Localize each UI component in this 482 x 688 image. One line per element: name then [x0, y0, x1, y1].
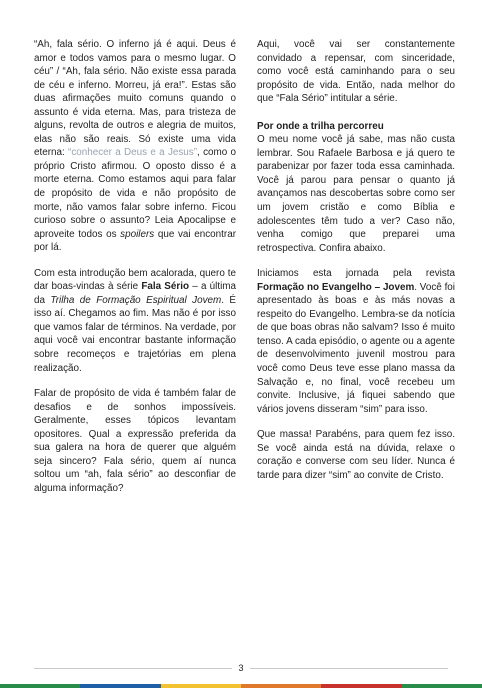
paragraph	[34, 387, 236, 495]
stripe-segment	[0, 684, 80, 688]
section-heading: Por onde a trilha percorreu	[257, 120, 384, 132]
text-run: Que massa! Parabéns, para quem fez isso. Se você ainda está na dúvida, relaxe o coração e converse com seu líder. Nunca é tarde para dizer “sim” ao convite de Cristo.	[257, 429, 455, 481]
stripe-segment	[321, 684, 401, 688]
quote-link: “conhecer a Deus e a Jesus”	[68, 147, 198, 159]
italic-text: Trilha de Formação Espiritual Jovem	[50, 294, 222, 306]
paragraph	[257, 267, 455, 416]
text-run: , como o próprio Cristo afirmou. O oposto disso é a morte eterna. Como estamos aqui para falar de propósito de vida e não propósito de morte, não vamos falar sobre inferno. Ficou curioso sobre o assunto? Leia Apocalipse e aproveite todos os	[34, 147, 236, 240]
text-run: Iniciamos esta jornada pela revista	[257, 268, 455, 280]
text-run: . Você foi apresentado às boas e às más novas a respeito do Evangelho. Lembra-se da notícia de que boas obras não salvam? Isso é muito tenso. A cada episódio, o agente ou a agente de desenvolvimento juvenil mostrou para você como Deus teve esse plano massa da Salvação e, no final, você recebeu um convite. Inclusive, já fiquei sabendo que vários jovens disseram “sim” para isso.	[257, 281, 455, 415]
paragraph	[257, 428, 455, 482]
stripe-segment	[161, 684, 241, 688]
page-number	[0, 662, 482, 674]
paragraph	[257, 133, 455, 255]
stripe-segment	[402, 684, 482, 688]
text-run: “Ah, fala sério. O inferno já é aqui. Deus é amor e todos vamos para o mesmo lugar. O céu” / “Ah, fala sério. Não existe essa parada de céu e inferno. Morreu, já era!”. Estas são duas afirmações muito comuns quando o assunto é vida eterna. Mas, para tristeza de alguns, revolta de outros e alegria de muitos, elas não são reais. Só existe uma vida eterna:	[34, 39, 236, 159]
text-run: . É isso aí. Chegamos ao fim. Mas não é por isso que vamos falar de términos. Na verdade, por aqui você vai encontrar bastante informação sobre recomeços e trajetórias em plena realização.	[34, 294, 236, 374]
right-column	[257, 38, 455, 494]
page-number-text: 3	[232, 663, 249, 673]
text-run: O meu nome você já sabe, mas não custa lembrar. Sou Rafaele Barbosa e já quero te parabenizar por fazer toda essa caminhada. Você já parou para pensar o quanto já avançamos nas descobertas sobre como ser um jovem cristão e como Bíblia e adolescentes têm tudo a ver? Caso não, venha comigo que preparei uma retrospectiva. Confira abaixo.	[257, 134, 455, 254]
bold-text: Fala Sério	[141, 281, 189, 293]
stripe-segment	[80, 684, 160, 688]
paragraph	[34, 267, 236, 375]
text-run: Falar de propósito de vida é também falar de desafios e de sonhos impossíveis. Geralmente, esses tópicos levantam opositores. Qual a expressão preferida da sua galera na hora de querer que alguém seja sincero? Fala sério, quem aí nunca soltou um “ah, fala sério” ao desconfiar de alguma informação?	[34, 388, 236, 494]
text-run: Aqui, você vai ser constantemente convidado a repensar, com sinceridade, como você está caminhando para o seu propósito de vida. Então, nada melhor do que “Fala Sério” intitular a série.	[257, 39, 455, 105]
text-run: que vai encontrar por lá.	[34, 228, 236, 254]
paragraph	[257, 38, 455, 106]
color-stripe	[0, 684, 482, 688]
italic-text: spoilers	[120, 228, 155, 240]
stripe-segment	[241, 684, 321, 688]
left-column	[34, 38, 236, 508]
text-run: – a última da	[34, 281, 236, 306]
bold-text: Formação no Evangelho – Jovem	[257, 281, 415, 293]
paragraph	[34, 38, 236, 255]
text-run: Com esta introdução bem acalorada, quero te dar boas-vindas à série	[34, 267, 236, 293]
